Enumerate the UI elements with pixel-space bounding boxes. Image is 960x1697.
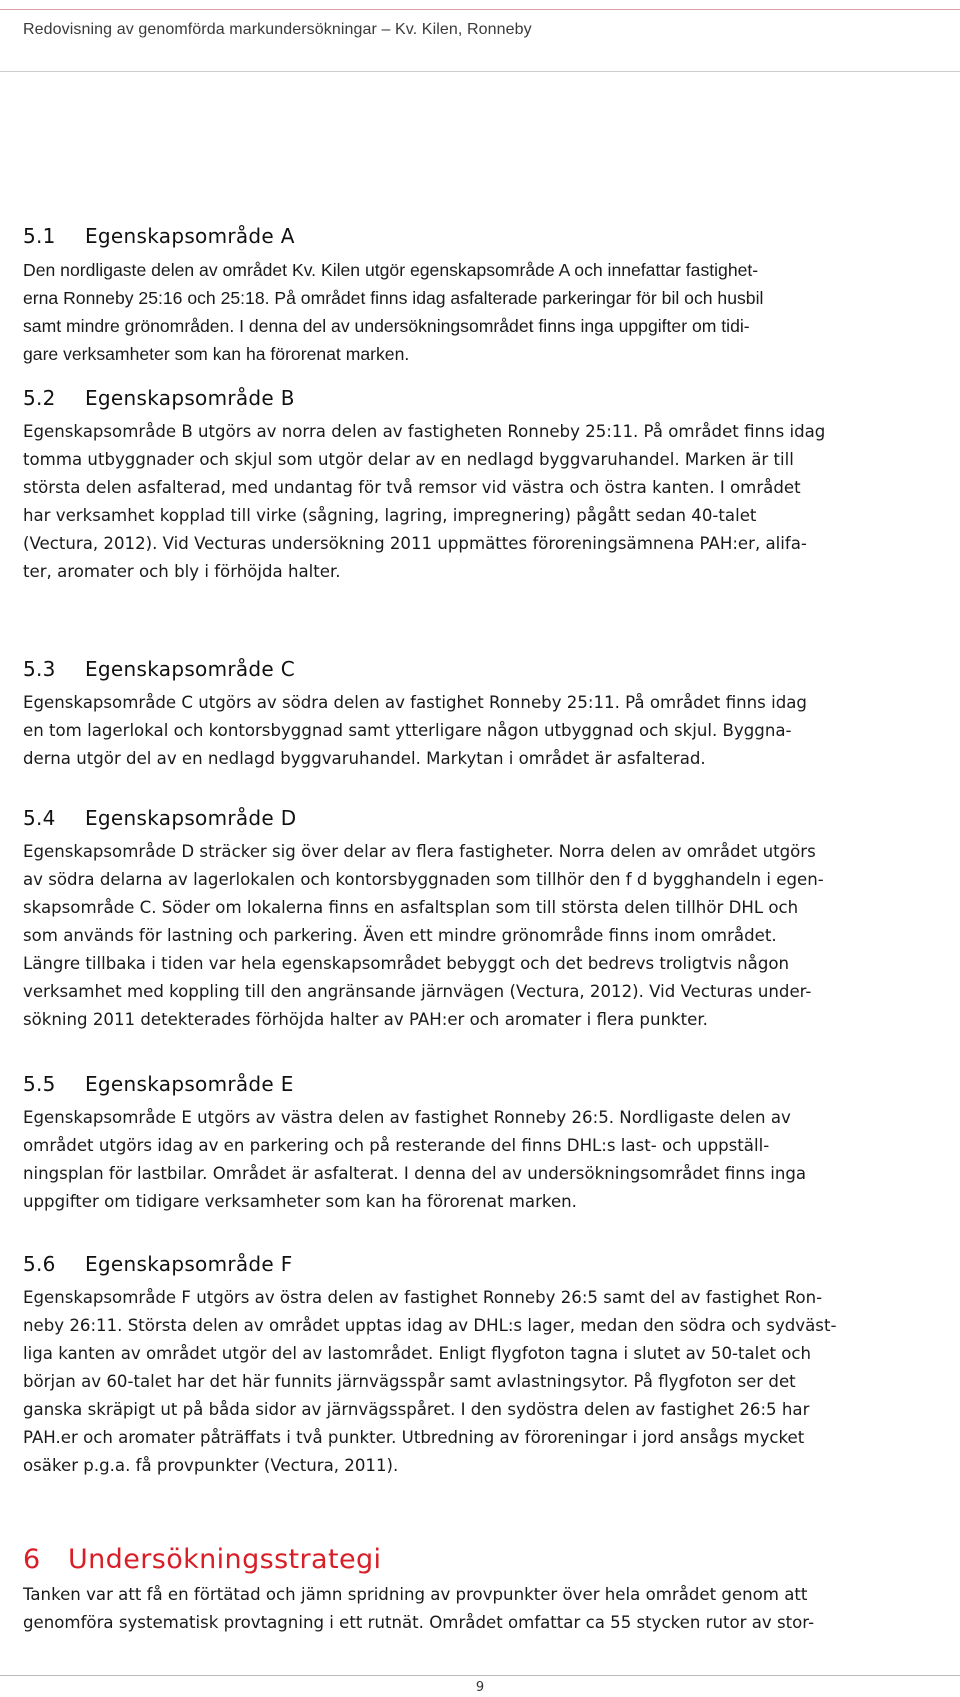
paragraph-line: genomföra systematisk provtagning i ett rutnät. Området omfattar ca 55 stycken rutor av stor-	[23, 1613, 815, 1632]
paragraph-line: en tom lagerlokal och kontorsbyggnad samt ytterligare någon utbyggnad och skjul. Byggna-	[23, 721, 792, 740]
paragraph-line: Egenskapsområde B utgörs av norra delen av fastigheten Ronneby 25:11. På området finns idag	[23, 422, 826, 441]
chapter-heading	[23, 1543, 948, 1577]
section-5-2	[23, 384, 948, 586]
paragraph-line: Tanken var att få en förtätad och jämn spridning av provpunkter över hela området genom att	[23, 1585, 808, 1604]
footer-divider	[0, 1675, 960, 1676]
paragraph-line: verksamhet med koppling till den angränsande järnvägen (Vectura, 2012). Vid Vecturas under-	[23, 982, 812, 1001]
paragraph-line: derna utgör del av en nedlagd byggvaruhandel. Markytan i området är asfalterad.	[23, 749, 706, 768]
section-title: Egenskapsområde E	[85, 1072, 294, 1096]
chapter-title: Undersökningsstrategi	[68, 1544, 382, 1575]
paragraph-line: början av 60-talet har det här funnits järnvägsspår samt avlastningsytor. På flygfoton ser det	[23, 1372, 796, 1391]
section-5-1	[23, 222, 948, 368]
paragraph-line: liga kanten av området utgör del av lastområdet. Enligt flygfoton tagna i slutet av 50-talet och	[23, 1344, 812, 1363]
paragraph-line: ningsplan för lastbilar. Området är asfalterat. I denna del av undersökningsområdet finns inga	[23, 1164, 807, 1183]
paragraph-line: av södra delarna av lagerlokalen och kontorsbyggnaden som tillhör den f d bygghandeln i egen-	[23, 870, 824, 889]
top-accent-rule	[0, 9, 960, 10]
section-5-3	[23, 655, 948, 773]
paragraph-line: som används för lastning och parkering. Även ett mindre grönområde finns inom området.	[23, 926, 777, 945]
paragraph-line: Den nordligaste delen av området Kv. Kilen utgör egenskapsområde A och innefattar fastighet-	[23, 260, 759, 280]
section-paragraph	[23, 838, 948, 1034]
section-number: 5.3	[23, 657, 56, 681]
section-number: 5.2	[23, 386, 56, 410]
header-divider	[0, 71, 960, 72]
section-5-4	[23, 804, 948, 1034]
paragraph-line: Egenskapsområde C utgörs av södra delen av fastighet Ronneby 25:11. På området finns idag	[23, 693, 807, 712]
paragraph-line: området utgörs idag av en parkering och på resterande del finns DHL:s last- och uppställ-	[23, 1136, 770, 1155]
paragraph-line: erna Ronneby 25:16 och 25:18. På området finns idag asfalterade parkeringar för bil och husbil	[23, 288, 764, 308]
paragraph-line: osäker p.g.a. få provpunkter (Vectura, 2011).	[23, 1456, 399, 1475]
chapter-number: 6	[23, 1544, 41, 1575]
section-heading	[23, 384, 948, 412]
paragraph-line: skapsområde C. Söder om lokalerna finns en asfaltsplan som till största delen tillhör DHL och	[23, 898, 799, 917]
section-number: 5.6	[23, 1252, 56, 1276]
section-paragraph	[23, 689, 948, 773]
section-heading	[23, 1070, 948, 1098]
paragraph-line: Egenskapsområde E utgörs av västra delen av fastighet Ronneby 26:5. Nordligaste delen av	[23, 1108, 791, 1127]
paragraph-line: PAH.er och aromater påträffats i två punkter. Utbredning av föroreningar i jord ansågs mycket	[23, 1428, 805, 1447]
section-paragraph	[23, 418, 948, 586]
paragraph-line: sökning 2011 detekterades förhöjda halter av PAH:er och aromater i flera punkter.	[23, 1010, 708, 1029]
section-title: Egenskapsområde A	[85, 224, 295, 248]
section-paragraph	[23, 256, 948, 368]
section-title: Egenskapsområde C	[85, 657, 295, 681]
chapter-6	[23, 1543, 948, 1637]
paragraph-line: gare verksamheter som kan ha förorenat marken.	[23, 344, 410, 364]
section-title: Egenskapsområde D	[85, 806, 297, 830]
section-heading	[23, 804, 948, 832]
paragraph-line: neby 26:11. Största delen av området upptas idag av DHL:s lager, medan den södra och sydväst-	[23, 1316, 837, 1335]
paragraph-line: tomma utbyggnader och skjul som utgör delar av en nedlagd byggvaruhandel. Marken är till	[23, 450, 794, 469]
section-heading	[23, 222, 948, 250]
section-title: Egenskapsområde F	[85, 1252, 293, 1276]
running-header: Redovisning av genomförda markundersökningar – Kv. Kilen, Ronneby	[23, 21, 532, 38]
paragraph-line: har verksamhet kopplad till virke (sågning, lagring, impregnering) pågått sedan 40-talet	[23, 506, 757, 525]
paragraph-line: Längre tillbaka i tiden var hela egenskapsområdet bebyggt och det bedrevs troligtvis någon	[23, 954, 790, 973]
paragraph-line: ter, aromater och bly i förhöjda halter.	[23, 562, 341, 581]
paragraph-line: Egenskapsområde D sträcker sig över delar av flera fastigheter. Norra delen av området utgörs	[23, 842, 816, 861]
paragraph-line: samt mindre grönområden. I denna del av undersökningsområdet finns inga uppgifter om tidi-	[23, 316, 750, 336]
section-5-5	[23, 1070, 948, 1216]
paragraph-line: största delen asfalterad, med undantag för två remsor vid västra och östra kanten. I området	[23, 478, 801, 497]
section-number: 5.4	[23, 806, 56, 830]
section-title: Egenskapsområde B	[85, 386, 295, 410]
paragraph-line: (Vectura, 2012). Vid Vecturas undersökning 2011 uppmättes föroreningsämnena PAH:er, alifa-	[23, 534, 807, 553]
paragraph-line: uppgifter om tidigare verksamheter som kan ha förorenat marken.	[23, 1192, 577, 1211]
section-number: 5.5	[23, 1072, 56, 1096]
section-heading	[23, 655, 948, 683]
chapter-paragraph	[23, 1581, 948, 1637]
page-number: 9	[475, 1680, 485, 1695]
section-number: 5.1	[23, 224, 56, 248]
section-5-6	[23, 1250, 948, 1480]
section-paragraph	[23, 1104, 948, 1216]
paragraph-line: ganska skräpigt ut på båda sidor av järnvägsspåret. I den sydöstra delen av fastighet 26:5 har	[23, 1400, 810, 1419]
paragraph-line: Egenskapsområde F utgörs av östra delen av fastighet Ronneby 26:5 samt del av fastighet Ron-	[23, 1288, 823, 1307]
section-heading	[23, 1250, 948, 1278]
section-paragraph	[23, 1284, 948, 1480]
